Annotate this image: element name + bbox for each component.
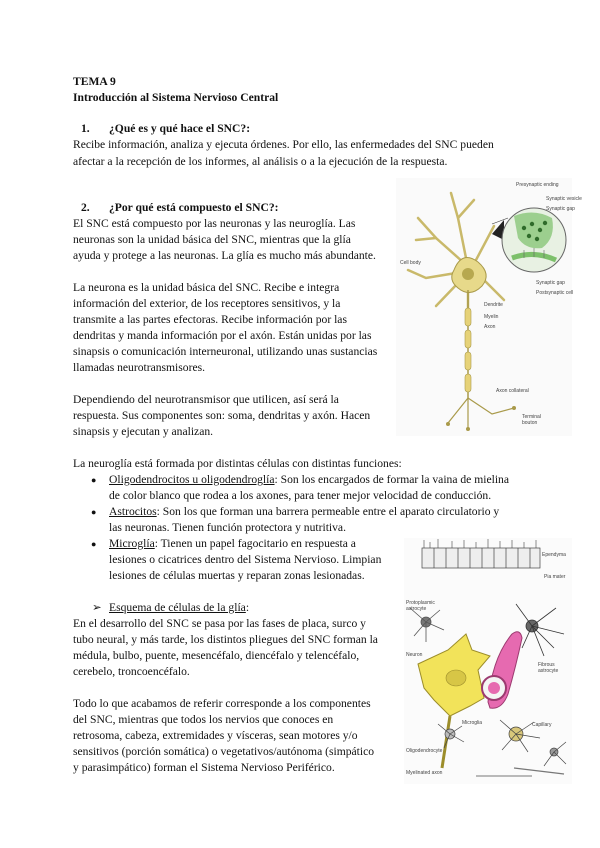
para5-line: del SNC, mientras que todos los nervios que conoces en xyxy=(73,713,334,726)
svg-text:Postsynaptic cell: Postsynaptic cell xyxy=(536,290,574,296)
para1-line: neuronas son la unidad básica del SNC, mientras que la glía xyxy=(73,233,351,246)
svg-text:Protoplasmic: Protoplasmic xyxy=(406,600,435,606)
glia-term: Microglía xyxy=(109,537,155,550)
svg-text:Fibrous: Fibrous xyxy=(538,662,555,668)
glia-term: Astrocitos xyxy=(109,505,157,518)
svg-text:Terminal: Terminal xyxy=(522,414,541,420)
para3-line: respuesta. Sus componentes son: soma, dendritas y axón. Hacen xyxy=(73,409,371,422)
section2-number: 2. xyxy=(81,201,90,214)
para3-line: sinapsis y ejecutan y analizan. xyxy=(73,425,214,438)
svg-text:astrocyte: astrocyte xyxy=(538,668,559,674)
svg-text:Presynaptic ending: Presynaptic ending xyxy=(516,182,559,188)
svg-text:Neuron: Neuron xyxy=(406,652,423,658)
svg-text:Ependyma: Ependyma xyxy=(542,552,566,558)
para5-line: y parasimpático) forman el Sistema Nervioso Periférico. xyxy=(73,761,335,774)
svg-text:Synaptic gap: Synaptic gap xyxy=(546,206,575,212)
para2-line: transmite a las partes efectoras. Recibe información por las xyxy=(73,313,347,326)
svg-text:bouton: bouton xyxy=(522,420,538,426)
para5-line: retrosoma, cabeza, extremidades y vísceras, sean motores y/o xyxy=(73,729,358,742)
bullet-dot: ● xyxy=(91,539,97,549)
glia-desc: : Tienen un papel fagocitario en respuesta a xyxy=(154,537,356,550)
para1-line: El SNC está compuesto por las neuronas y las neuroglía. Las xyxy=(73,217,356,230)
section1-line: afectar a la recepción de los informes, al análisis o a la ejecución de la respuesta. xyxy=(73,155,448,168)
para4-line: tubo neural, y más tarde, los distintos pliegues del SNC forman la xyxy=(73,633,378,646)
glia-desc: : Son los encargados de formar la vaina de mielina xyxy=(274,473,510,486)
neuron-figure xyxy=(396,178,582,436)
glia-intro: La neuroglía está formada por distintas células con distintas funciones: xyxy=(73,457,402,470)
bullet-dot: ● xyxy=(91,507,97,517)
svg-text:Synaptic vesicle: Synaptic vesicle xyxy=(546,196,582,202)
svg-text:Synaptic gap: Synaptic gap xyxy=(536,280,565,286)
glia-item-1-cont: de color blanco que rodea a los axones, para tener mejor velocidad de conducción. xyxy=(109,489,492,502)
para4-line: En el desarrollo del SNC se pasa por las fases de placa, surco y xyxy=(73,617,366,630)
para2-line: dendritas y manda información por el axón. Están unidas por las xyxy=(73,329,372,342)
svg-text:Dendrite: Dendrite xyxy=(484,302,503,308)
glia-item-3-cont: lesiones o cicatrices dentro del Sistema Nervioso. Limpian xyxy=(109,553,382,566)
scheme-colon: : xyxy=(245,601,250,614)
section1-line: Recibe información, analiza y ejecuta órdenes. Por ello, las enfermedades del SNC pueden xyxy=(73,138,494,151)
para3-line: Dependiendo del neurotransmisor que utilicen, así será la xyxy=(73,393,339,406)
para2-line: información del exterior, de los receptores sensitivos, y la xyxy=(73,297,341,310)
section2-heading: ¿Por qué está compuesto el SNC?: xyxy=(109,201,279,214)
glia-desc: : Son los que forman una barrera permeable entre el aparato circulatorio y xyxy=(156,505,500,518)
svg-text:Microglia: Microglia xyxy=(462,720,483,726)
para2-line: sinapsis o comunicación interneuronal, utilizando unas sustancias xyxy=(73,345,378,358)
glia-term: Oligodendrocitos u oligodendroglía xyxy=(109,473,275,486)
section1-number: 1. xyxy=(81,122,90,135)
para2-line: La neurona es la unidad básica del SNC. Recibe e integra xyxy=(73,281,340,294)
doc-subtitle: Introducción al Sistema Nervioso Central xyxy=(73,91,279,104)
glia-item-2 xyxy=(109,504,499,521)
scheme-label xyxy=(109,600,249,617)
svg-text:Axon: Axon xyxy=(484,324,496,330)
svg-text:Myelinated axon: Myelinated axon xyxy=(406,770,443,776)
svg-text:Capillary: Capillary xyxy=(532,722,552,728)
svg-text:astrocyte: astrocyte xyxy=(406,606,427,612)
para4-line: médula, bulbo, puente, mesencéfalo, diencéfalo y telencéfalo, xyxy=(73,649,360,662)
glia-item-3-cont: lesiones de células muertas y reparan zonas lesionadas. xyxy=(109,569,365,582)
svg-text:Oligodendrocyte: Oligodendrocyte xyxy=(406,748,443,754)
glia-item-1 xyxy=(109,472,509,489)
scheme-arrow: ➢ xyxy=(92,601,102,614)
glia-figure xyxy=(404,538,572,784)
para1-line: ayuda y protege a las neuronas. La glía es mucho más abundante. xyxy=(73,249,376,262)
para5-line: sensitivos (porción somática) o vegetativos/autónoma (simpático xyxy=(73,745,375,758)
svg-text:Cell body: Cell body xyxy=(400,260,421,266)
svg-text:Pia mater: Pia mater xyxy=(544,574,566,580)
para4-line: cerebelo, troncoencéfalo. xyxy=(73,665,190,678)
para2-line: llamadas neurotransmisores. xyxy=(73,361,206,374)
svg-text:Myelin: Myelin xyxy=(484,314,499,320)
glia-item-2-cont: las neuronas. Tienen función protectora y nutritiva. xyxy=(109,521,346,534)
bullet-dot: ● xyxy=(91,475,97,485)
scheme-term: Esquema de células de la glía xyxy=(109,601,246,614)
para5-line: Todo lo que acabamos de referir corresponde a los componentes xyxy=(73,697,371,710)
glia-item-3 xyxy=(109,536,356,553)
svg-text:Axon collateral: Axon collateral xyxy=(496,388,529,394)
section1-heading: ¿Qué es y qué hace el SNC?: xyxy=(109,122,251,135)
doc-title: TEMA 9 xyxy=(73,75,116,88)
